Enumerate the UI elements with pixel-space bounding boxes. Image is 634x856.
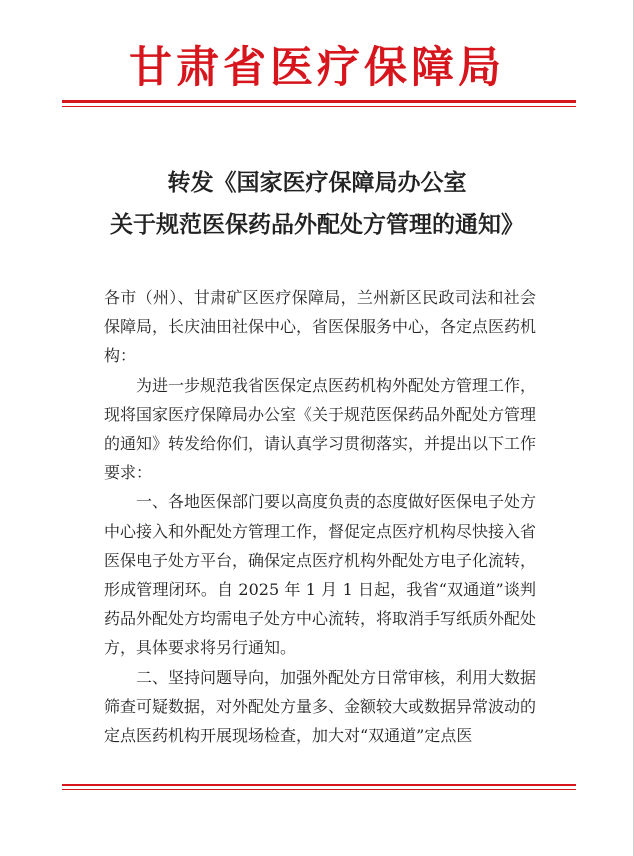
masthead-red-rule-thin [62,106,576,107]
document-title-line-2: 关于规范医保药品外配处方管理的通知》 [110,211,524,238]
document-body [104,283,536,750]
masthead-red-rule-thick [62,100,576,103]
addressee-paragraph: 各市（州）、甘肃矿区医疗保障局，兰州新区民政司法和社会保障局，长庆油田社保中心，省医保服务中心，各定点医药机构： [104,288,537,366]
document-title-line-1: 转发《国家医疗保障局办公室 [167,169,467,196]
requirement-paragraph-2: 二、坚持问题导向，加强外配处方日常审核，利用大数据筛查可疑数据，对外配处方量多、金额较大或数据异常波动的定点医药机构开展现场检查，加大对“双通道”定点医 [104,667,537,746]
agency-masthead: 甘肃省医疗保障局 [129,43,505,93]
footer-red-rule-thick [62,784,576,786]
requirement-paragraph-1: 一、各地医保部门要以高度负责的态度做好医保电子处方中心接入和外配处方管理工作，督促定点医疗机构尽快接入省医保电子处方平台，确保定点医疗机构外配处方电子化流转，形成管理闭环。自 2025 年 1 月 1 日起，我省“双通道”谈判药品外配处方均需电子处方中心流转，将取消手写纸质外配处方，具体要求将另行通知。 [104,492,537,658]
intro-paragraph: 为进一步规范我省医保定点医药机构外配处方管理工作，现将国家医疗保障局办公室《关于规范医保药品外配处方管理的通知》转发给你们，请认真学习贯彻落实，并提出以下工作要求： [104,375,537,483]
footer-red-rule-thin [62,789,576,790]
